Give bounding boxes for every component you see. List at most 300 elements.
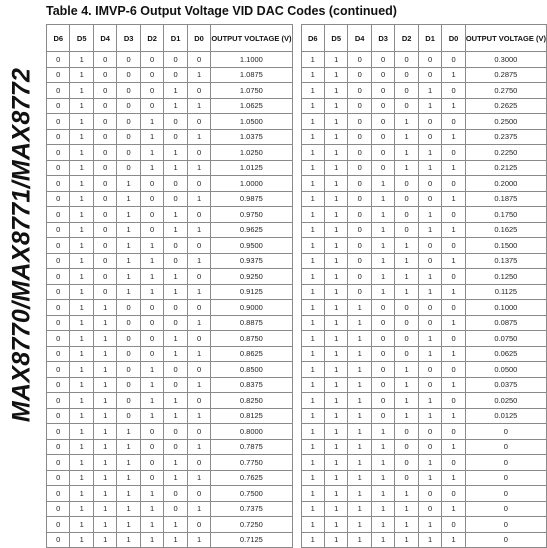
voltage-cell: 0.9625 bbox=[211, 222, 292, 238]
bit-cell: 1 bbox=[418, 408, 441, 424]
bit-cell: 1 bbox=[140, 408, 163, 424]
bit-cell: 0 bbox=[93, 145, 116, 161]
bit-cell: 0 bbox=[117, 377, 140, 393]
bit-cell: 1 bbox=[418, 393, 441, 409]
bit-cell: 1 bbox=[140, 377, 163, 393]
bit-cell: 1 bbox=[442, 408, 465, 424]
bit-cell: 0 bbox=[93, 160, 116, 176]
bit-cell: 1 bbox=[70, 393, 93, 409]
bit-cell: 1 bbox=[140, 393, 163, 409]
bit-cell: 0 bbox=[418, 424, 441, 440]
bit-cell: 1 bbox=[117, 501, 140, 517]
table-row bbox=[301, 331, 547, 347]
table-row bbox=[47, 269, 293, 285]
bit-cell: 0 bbox=[418, 253, 441, 269]
bit-cell: 1 bbox=[395, 160, 418, 176]
voltage-cell: 1.0000 bbox=[211, 176, 292, 192]
bit-cell: 1 bbox=[117, 176, 140, 192]
bit-cell: 0 bbox=[348, 176, 371, 192]
table-row bbox=[301, 145, 547, 161]
bit-cell: 1 bbox=[164, 160, 187, 176]
bit-cell: 0 bbox=[442, 114, 465, 130]
header-row bbox=[47, 25, 293, 52]
bit-cell: 1 bbox=[301, 393, 324, 409]
bit-cell: 0 bbox=[348, 145, 371, 161]
table-row bbox=[301, 300, 547, 316]
bit-cell: 0 bbox=[187, 300, 210, 316]
bit-cell: 1 bbox=[301, 455, 324, 471]
table-row bbox=[47, 362, 293, 378]
bit-cell: 1 bbox=[301, 83, 324, 99]
table-row bbox=[47, 52, 293, 68]
bit-cell: 1 bbox=[442, 98, 465, 114]
bit-cell: 0 bbox=[418, 191, 441, 207]
bit-cell: 1 bbox=[117, 517, 140, 533]
bit-cell: 0 bbox=[140, 300, 163, 316]
bit-cell: 1 bbox=[187, 346, 210, 362]
bit-cell: 0 bbox=[47, 207, 70, 223]
bit-cell: 0 bbox=[348, 284, 371, 300]
bit-cell: 0 bbox=[418, 176, 441, 192]
table-body bbox=[47, 52, 293, 548]
column-header: D0 bbox=[442, 25, 465, 52]
bit-cell: 0 bbox=[418, 501, 441, 517]
bit-cell: 1 bbox=[93, 439, 116, 455]
bit-cell: 1 bbox=[301, 160, 324, 176]
bit-cell: 1 bbox=[418, 269, 441, 285]
bit-cell: 0 bbox=[93, 269, 116, 285]
voltage-cell: 0 bbox=[465, 501, 546, 517]
bit-cell: 1 bbox=[324, 331, 347, 347]
bit-cell: 0 bbox=[47, 439, 70, 455]
bit-cell: 0 bbox=[47, 300, 70, 316]
bit-cell: 1 bbox=[187, 470, 210, 486]
voltage-cell: 0.2875 bbox=[465, 67, 546, 83]
bit-cell: 0 bbox=[395, 83, 418, 99]
bit-cell: 1 bbox=[301, 52, 324, 68]
bit-cell: 0 bbox=[442, 83, 465, 99]
voltage-cell: 0.2750 bbox=[465, 83, 546, 99]
bit-cell: 1 bbox=[348, 501, 371, 517]
table-row bbox=[301, 176, 547, 192]
bit-cell: 0 bbox=[117, 83, 140, 99]
table-row bbox=[47, 207, 293, 223]
bit-cell: 0 bbox=[93, 83, 116, 99]
bit-cell: 0 bbox=[164, 362, 187, 378]
bit-cell: 0 bbox=[93, 98, 116, 114]
bit-cell: 1 bbox=[324, 532, 347, 548]
voltage-cell: 0.9375 bbox=[211, 253, 292, 269]
bit-cell: 1 bbox=[70, 145, 93, 161]
bit-cell: 0 bbox=[442, 486, 465, 502]
bit-cell: 1 bbox=[395, 284, 418, 300]
bit-cell: 1 bbox=[70, 253, 93, 269]
bit-cell: 0 bbox=[442, 393, 465, 409]
voltage-cell: 0.9000 bbox=[211, 300, 292, 316]
voltage-cell: 0.2500 bbox=[465, 114, 546, 130]
bit-cell: 1 bbox=[348, 300, 371, 316]
bit-cell: 0 bbox=[47, 532, 70, 548]
bit-cell: 1 bbox=[164, 222, 187, 238]
bit-cell: 1 bbox=[301, 331, 324, 347]
bit-cell: 0 bbox=[395, 191, 418, 207]
bit-cell: 1 bbox=[117, 238, 140, 254]
bit-cell: 1 bbox=[117, 439, 140, 455]
bit-cell: 1 bbox=[371, 222, 394, 238]
bit-cell: 1 bbox=[164, 455, 187, 471]
bit-cell: 0 bbox=[164, 129, 187, 145]
bit-cell: 0 bbox=[371, 114, 394, 130]
table-row bbox=[47, 129, 293, 145]
column-header: D5 bbox=[70, 25, 93, 52]
bit-cell: 0 bbox=[348, 207, 371, 223]
bit-cell: 0 bbox=[418, 362, 441, 378]
table-body bbox=[301, 52, 547, 548]
bit-cell: 1 bbox=[93, 517, 116, 533]
table-row bbox=[301, 455, 547, 471]
bit-cell: 1 bbox=[371, 269, 394, 285]
bit-cell: 1 bbox=[70, 98, 93, 114]
bit-cell: 1 bbox=[348, 470, 371, 486]
bit-cell: 1 bbox=[93, 393, 116, 409]
bit-cell: 1 bbox=[301, 486, 324, 502]
table-row bbox=[47, 408, 293, 424]
bit-cell: 0 bbox=[418, 315, 441, 331]
bit-cell: 0 bbox=[140, 222, 163, 238]
bit-cell: 1 bbox=[187, 129, 210, 145]
bit-cell: 1 bbox=[301, 424, 324, 440]
voltage-cell: 0.9500 bbox=[211, 238, 292, 254]
voltage-cell: 0.0125 bbox=[465, 408, 546, 424]
voltage-cell: 0.0625 bbox=[465, 346, 546, 362]
table-row bbox=[301, 346, 547, 362]
bit-cell: 1 bbox=[117, 532, 140, 548]
bit-cell: 0 bbox=[442, 207, 465, 223]
bit-cell: 1 bbox=[140, 145, 163, 161]
column-header: D2 bbox=[395, 25, 418, 52]
voltage-cell: 0.7375 bbox=[211, 501, 292, 517]
bit-cell: 1 bbox=[93, 331, 116, 347]
bit-cell: 0 bbox=[117, 362, 140, 378]
table-row bbox=[301, 470, 547, 486]
table-row bbox=[301, 439, 547, 455]
bit-cell: 1 bbox=[301, 362, 324, 378]
bit-cell: 1 bbox=[164, 393, 187, 409]
bit-cell: 0 bbox=[140, 455, 163, 471]
voltage-cell: 0.1625 bbox=[465, 222, 546, 238]
table-caption: Table 4. IMVP-6 Output Voltage VID DAC Codes (continued) bbox=[46, 4, 397, 18]
bit-cell: 0 bbox=[395, 315, 418, 331]
bit-cell: 0 bbox=[187, 362, 210, 378]
bit-cell: 0 bbox=[371, 346, 394, 362]
side-part-number-banner bbox=[0, 0, 44, 482]
voltage-cell: 0.7875 bbox=[211, 439, 292, 455]
bit-cell: 1 bbox=[324, 517, 347, 533]
bit-cell: 1 bbox=[301, 269, 324, 285]
bit-cell: 0 bbox=[348, 160, 371, 176]
bit-cell: 1 bbox=[442, 160, 465, 176]
voltage-cell: 0.8375 bbox=[211, 377, 292, 393]
bit-cell: 1 bbox=[93, 377, 116, 393]
bit-cell: 1 bbox=[117, 470, 140, 486]
bit-cell: 1 bbox=[324, 393, 347, 409]
bit-cell: 0 bbox=[418, 439, 441, 455]
bit-cell: 0 bbox=[117, 393, 140, 409]
bit-cell: 1 bbox=[70, 377, 93, 393]
bit-cell: 1 bbox=[324, 176, 347, 192]
bit-cell: 1 bbox=[70, 501, 93, 517]
bit-cell: 1 bbox=[442, 346, 465, 362]
bit-cell: 0 bbox=[418, 486, 441, 502]
table-row bbox=[47, 238, 293, 254]
voltage-cell: 0.8500 bbox=[211, 362, 292, 378]
voltage-cell: 0.7500 bbox=[211, 486, 292, 502]
bit-cell: 1 bbox=[140, 160, 163, 176]
bit-cell: 1 bbox=[301, 253, 324, 269]
bit-cell: 0 bbox=[442, 145, 465, 161]
voltage-cell: 0.1125 bbox=[465, 284, 546, 300]
bit-cell: 0 bbox=[47, 191, 70, 207]
bit-cell: 0 bbox=[47, 145, 70, 161]
bit-cell: 1 bbox=[348, 393, 371, 409]
voltage-cell: 1.0875 bbox=[211, 67, 292, 83]
bit-cell: 1 bbox=[70, 269, 93, 285]
bit-cell: 0 bbox=[442, 238, 465, 254]
bit-cell: 1 bbox=[442, 191, 465, 207]
voltage-cell: 0.0875 bbox=[465, 315, 546, 331]
bit-cell: 1 bbox=[164, 269, 187, 285]
bit-cell: 0 bbox=[395, 424, 418, 440]
voltage-cell: 0 bbox=[465, 470, 546, 486]
bit-cell: 0 bbox=[395, 207, 418, 223]
bit-cell: 0 bbox=[93, 129, 116, 145]
table-row bbox=[301, 517, 547, 533]
bit-cell: 1 bbox=[117, 253, 140, 269]
bit-cell: 1 bbox=[371, 207, 394, 223]
bit-cell: 1 bbox=[395, 253, 418, 269]
bit-cell: 1 bbox=[371, 238, 394, 254]
voltage-cell: 0 bbox=[465, 455, 546, 471]
bit-cell: 0 bbox=[47, 238, 70, 254]
table-row bbox=[47, 284, 293, 300]
table-row bbox=[301, 222, 547, 238]
bit-cell: 0 bbox=[187, 455, 210, 471]
voltage-cell: 0.9250 bbox=[211, 269, 292, 285]
bit-cell: 1 bbox=[442, 67, 465, 83]
bit-cell: 1 bbox=[164, 532, 187, 548]
bit-cell: 1 bbox=[324, 486, 347, 502]
voltage-cell: 1.0750 bbox=[211, 83, 292, 99]
bit-cell: 0 bbox=[348, 83, 371, 99]
voltage-cell: 0.2250 bbox=[465, 145, 546, 161]
bit-cell: 0 bbox=[47, 114, 70, 130]
bit-cell: 1 bbox=[117, 191, 140, 207]
bit-cell: 1 bbox=[324, 439, 347, 455]
header-row bbox=[301, 25, 547, 52]
bit-cell: 1 bbox=[442, 532, 465, 548]
bit-cell: 1 bbox=[371, 517, 394, 533]
bit-cell: 0 bbox=[117, 98, 140, 114]
bit-cell: 1 bbox=[348, 455, 371, 471]
bit-cell: 1 bbox=[93, 315, 116, 331]
bit-cell: 1 bbox=[187, 222, 210, 238]
bit-cell: 0 bbox=[187, 52, 210, 68]
bit-cell: 0 bbox=[164, 191, 187, 207]
bit-cell: 1 bbox=[418, 470, 441, 486]
bit-cell: 0 bbox=[47, 176, 70, 192]
bit-cell: 1 bbox=[324, 114, 347, 130]
voltage-cell: 0.8875 bbox=[211, 315, 292, 331]
table-header bbox=[301, 25, 547, 52]
bit-cell: 1 bbox=[324, 207, 347, 223]
bit-cell: 1 bbox=[371, 191, 394, 207]
bit-cell: 0 bbox=[164, 176, 187, 192]
voltage-cell: 0.0250 bbox=[465, 393, 546, 409]
bit-cell: 1 bbox=[117, 207, 140, 223]
bit-cell: 0 bbox=[47, 377, 70, 393]
bit-cell: 1 bbox=[301, 532, 324, 548]
bit-cell: 0 bbox=[395, 300, 418, 316]
bit-cell: 1 bbox=[93, 408, 116, 424]
table-row bbox=[301, 532, 547, 548]
bit-cell: 0 bbox=[348, 52, 371, 68]
bit-cell: 1 bbox=[70, 424, 93, 440]
bit-cell: 1 bbox=[324, 222, 347, 238]
bit-cell: 1 bbox=[70, 331, 93, 347]
bit-cell: 0 bbox=[442, 331, 465, 347]
bit-cell: 0 bbox=[140, 176, 163, 192]
voltage-cell: 0.9750 bbox=[211, 207, 292, 223]
voltage-cell: 1.0125 bbox=[211, 160, 292, 176]
bit-cell: 1 bbox=[395, 145, 418, 161]
bit-cell: 0 bbox=[348, 114, 371, 130]
table-row bbox=[301, 486, 547, 502]
bit-cell: 0 bbox=[117, 129, 140, 145]
bit-cell: 1 bbox=[442, 253, 465, 269]
bit-cell: 1 bbox=[348, 331, 371, 347]
bit-cell: 0 bbox=[93, 207, 116, 223]
part-number-title: MAX8770/MAX8771/MAX8772 bbox=[8, 68, 37, 422]
table-row bbox=[47, 253, 293, 269]
table-row bbox=[47, 300, 293, 316]
bit-cell: 1 bbox=[371, 284, 394, 300]
voltage-cell: 0.1250 bbox=[465, 269, 546, 285]
table-row bbox=[301, 114, 547, 130]
table-row bbox=[47, 331, 293, 347]
bit-cell: 1 bbox=[371, 532, 394, 548]
table-row bbox=[47, 424, 293, 440]
bit-cell: 0 bbox=[187, 145, 210, 161]
bit-cell: 1 bbox=[164, 346, 187, 362]
table-row bbox=[301, 269, 547, 285]
bit-cell: 1 bbox=[187, 315, 210, 331]
bit-cell: 0 bbox=[371, 408, 394, 424]
bit-cell: 0 bbox=[395, 52, 418, 68]
bit-cell: 0 bbox=[47, 486, 70, 502]
bit-cell: 0 bbox=[164, 439, 187, 455]
table-row bbox=[47, 191, 293, 207]
bit-cell: 1 bbox=[418, 160, 441, 176]
bit-cell: 1 bbox=[348, 517, 371, 533]
bit-cell: 1 bbox=[70, 470, 93, 486]
bit-cell: 1 bbox=[70, 439, 93, 455]
bit-cell: 1 bbox=[442, 129, 465, 145]
bit-cell: 1 bbox=[93, 501, 116, 517]
voltage-cell: 0.7250 bbox=[211, 517, 292, 533]
bit-cell: 1 bbox=[140, 269, 163, 285]
voltage-cell: 0.1500 bbox=[465, 238, 546, 254]
bit-cell: 1 bbox=[418, 455, 441, 471]
bit-cell: 1 bbox=[371, 176, 394, 192]
bit-cell: 1 bbox=[348, 424, 371, 440]
table-row bbox=[301, 52, 547, 68]
bit-cell: 0 bbox=[371, 145, 394, 161]
bit-cell: 0 bbox=[164, 501, 187, 517]
bit-cell: 0 bbox=[47, 253, 70, 269]
bit-cell: 1 bbox=[140, 253, 163, 269]
bit-cell: 0 bbox=[187, 424, 210, 440]
voltage-cell: 0.7125 bbox=[211, 532, 292, 548]
bit-cell: 1 bbox=[117, 269, 140, 285]
bit-cell: 0 bbox=[371, 393, 394, 409]
bit-cell: 0 bbox=[93, 222, 116, 238]
column-header: D1 bbox=[418, 25, 441, 52]
bit-cell: 0 bbox=[117, 408, 140, 424]
table-row bbox=[47, 486, 293, 502]
bit-cell: 1 bbox=[301, 377, 324, 393]
bit-cell: 1 bbox=[164, 284, 187, 300]
bit-cell: 1 bbox=[70, 455, 93, 471]
bit-cell: 1 bbox=[187, 377, 210, 393]
bit-cell: 0 bbox=[371, 67, 394, 83]
bit-cell: 1 bbox=[442, 222, 465, 238]
bit-cell: 1 bbox=[395, 129, 418, 145]
bit-cell: 0 bbox=[371, 331, 394, 347]
bit-cell: 0 bbox=[348, 222, 371, 238]
bit-cell: 1 bbox=[348, 362, 371, 378]
bit-cell: 1 bbox=[93, 346, 116, 362]
bit-cell: 0 bbox=[140, 207, 163, 223]
bit-cell: 0 bbox=[371, 83, 394, 99]
bit-cell: 1 bbox=[187, 67, 210, 83]
bit-cell: 1 bbox=[70, 362, 93, 378]
bit-cell: 1 bbox=[348, 315, 371, 331]
bit-cell: 1 bbox=[324, 501, 347, 517]
table-row bbox=[47, 439, 293, 455]
bit-cell: 0 bbox=[47, 129, 70, 145]
bit-cell: 0 bbox=[164, 67, 187, 83]
bit-cell: 0 bbox=[47, 424, 70, 440]
bit-cell: 1 bbox=[301, 346, 324, 362]
bit-cell: 1 bbox=[301, 315, 324, 331]
bit-cell: 1 bbox=[70, 517, 93, 533]
voltage-cell: 0.1375 bbox=[465, 253, 546, 269]
bit-cell: 1 bbox=[301, 191, 324, 207]
bit-cell: 1 bbox=[70, 532, 93, 548]
bit-cell: 0 bbox=[371, 315, 394, 331]
bit-cell: 1 bbox=[187, 532, 210, 548]
bit-cell: 0 bbox=[187, 207, 210, 223]
bit-cell: 1 bbox=[371, 253, 394, 269]
table-row bbox=[47, 501, 293, 517]
bit-cell: 1 bbox=[348, 408, 371, 424]
bit-cell: 0 bbox=[442, 424, 465, 440]
bit-cell: 1 bbox=[324, 253, 347, 269]
bit-cell: 1 bbox=[70, 67, 93, 83]
table-row bbox=[47, 377, 293, 393]
bit-cell: 0 bbox=[93, 67, 116, 83]
bit-cell: 0 bbox=[371, 362, 394, 378]
